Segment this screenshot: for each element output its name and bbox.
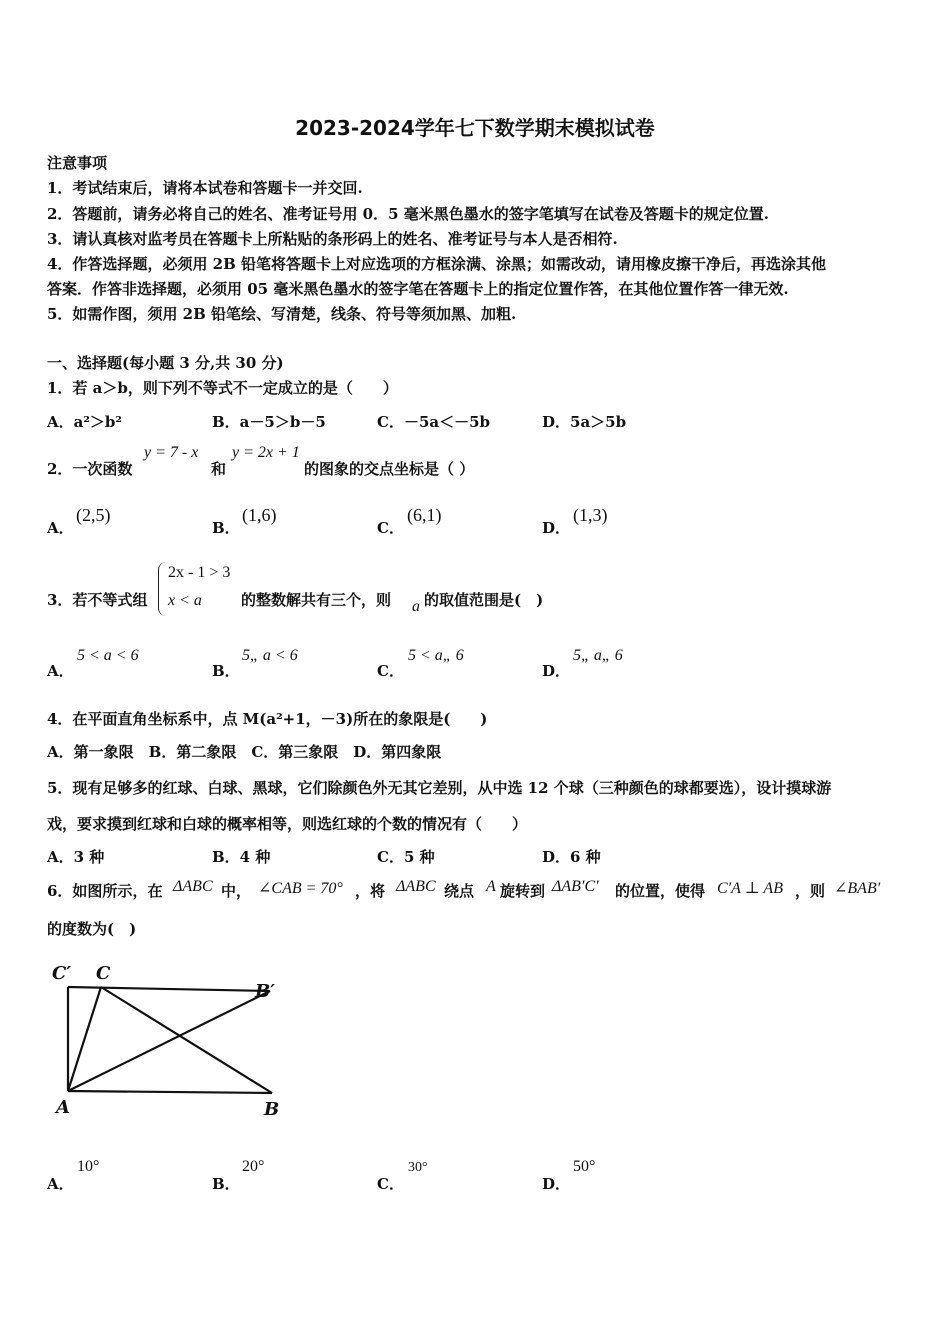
q6-option-d-value: 50°: [573, 1158, 596, 1175]
q3-stem-pre: 3．若不等式组: [47, 591, 148, 609]
segment-a-b-prime: [68, 991, 270, 1091]
section-heading: 一、选择题(每小题 3 分,共 30 分): [47, 354, 284, 372]
notes-heading: 注意事项: [47, 154, 108, 172]
q6-text-2: 中，: [221, 882, 252, 900]
label-a: A: [56, 1097, 70, 1118]
q6-text-5: 旋转到: [500, 882, 546, 900]
q6-math-5: ΔAB′C′: [552, 878, 599, 895]
q2-stem-pre: 2．一次函数: [47, 460, 133, 478]
label-b-prime: B′: [255, 981, 275, 1002]
q2-expr-2: y = 2x + 1: [232, 444, 300, 461]
note-item: 1．考试结束后，请将本试卷和答题卡一并交回.: [47, 179, 363, 197]
q6-math-4: A: [486, 878, 496, 895]
note-item: 答案．作答非选择题，必须用 05 毫米黑色墨水的签字笔在答题卡上的指定位置作答，在其他位置作答一律无效.: [47, 280, 789, 298]
q3-inequality-2: x < a: [168, 592, 202, 609]
q6-option-c-value: 30°: [408, 1160, 428, 1175]
label-b: B: [264, 1099, 280, 1120]
triangle-rotation-figure: [40, 955, 300, 1125]
q6-option-a-value: 10°: [77, 1158, 100, 1175]
note-item: 5．如需作图，须用 2B 铅笔绘、写清楚，线条、符号等须加黑、加粗.: [47, 305, 517, 323]
q3-option-b-label: B．: [212, 662, 240, 680]
note-item: 2．答题前，请务必将自己的姓名、准考证号用 0．5 毫米黑色墨水的签字笔填写在试卷及答题卡的规定位置.: [47, 205, 769, 223]
segment-a-c: [68, 987, 101, 1091]
q2-option-c-label: C．: [377, 519, 404, 537]
q6-text-line2: 的度数为( ): [47, 920, 137, 938]
page-title: 2023-2024学年七下数学期末模拟试卷: [295, 116, 655, 140]
q2-option-a-label: A．: [47, 519, 74, 537]
q3-option-c-value: 5 < a„ 6: [408, 647, 464, 664]
q6-math-6: C′A ⊥ AB: [717, 880, 783, 897]
q3-option-b-value: 5„ a < 6: [242, 647, 298, 664]
q1-option-b: B．a－5＞b－5: [212, 413, 326, 431]
q2-option-d-label: D．: [542, 519, 571, 537]
q2-stem-post: 的图象的交点坐标是（ ）: [304, 460, 475, 478]
q3-variable: a: [412, 598, 420, 615]
q2-stem-mid: 和: [211, 460, 227, 478]
q1-option-c: C．－5a＜－5b: [377, 413, 491, 431]
label-c: C: [96, 963, 111, 984]
q6-math-1: ΔABC: [173, 878, 213, 895]
q2-option-d-value: (1,3): [573, 505, 608, 525]
q6-math-2: ∠CAB = 70°: [258, 880, 343, 897]
q3-stem-post: 的取值范围是( ): [424, 591, 544, 609]
q2-option-b-value: (1,6): [242, 505, 277, 525]
q5-option-d: D．6 种: [542, 848, 601, 866]
q3-option-a-label: A．: [47, 662, 74, 680]
q5-stem-line2: 戏，要求摸到红球和白球的概率相等，则选红球的个数的情况有（ ）: [47, 815, 528, 833]
q3-inequality-1: 2x - 1 > 3: [168, 564, 231, 581]
q6-option-a-label: A．: [47, 1175, 74, 1193]
q2-option-c-value: (6,1): [407, 505, 442, 525]
q6-text-1: 6．如图所示，在: [47, 882, 163, 900]
q3-option-d-label: D．: [542, 662, 571, 680]
segment-a-b: [68, 1091, 272, 1093]
note-item: 4．作答选择题，必须用 2B 铅笔将答题卡上对应选项的方框涂满、涂黑；如需改动，请用橡皮擦干净后，再选涂其他: [47, 255, 827, 273]
q5-option-a: A．3 种: [47, 848, 105, 866]
q1-stem: 1．若 a＞b，则下列不等式不一定成立的是（ ）: [47, 379, 398, 397]
q2-expr-1: y = 7 - x: [144, 444, 199, 461]
q3-option-d-value: 5„ a„ 6: [573, 647, 623, 664]
q6-option-c-label: C．: [377, 1175, 404, 1193]
q4-options: A．第一象限 B．第二象限 C．第三象限 D．第四象限: [47, 743, 442, 761]
q6-text-6: 的位置，使得: [615, 882, 706, 900]
q6-math-7: ∠BAB′: [834, 880, 881, 897]
q3-option-c-label: C．: [377, 662, 404, 680]
q5-option-b: B．4 种: [212, 848, 271, 866]
q6-math-3: ΔABC: [396, 878, 436, 895]
q6-option-b-label: B．: [212, 1175, 240, 1193]
q6-option-d-label: D．: [542, 1175, 571, 1193]
q3-stem-mid: 的整数解共有三个，则: [241, 591, 392, 609]
q6-text-4: 绕点: [444, 882, 475, 900]
label-c-prime: C′: [52, 963, 72, 984]
q4-stem: 4．在平面直角坐标系中，点 M(a²+1，－3)所在的象限是( ): [47, 710, 488, 728]
q5-option-c: C．5 种: [377, 848, 435, 866]
q6-text-3: ，将: [355, 882, 386, 900]
q3-option-a-value: 5 < a < 6: [77, 647, 139, 664]
brace-icon: [158, 562, 167, 616]
q6-text-7: ，则: [795, 882, 826, 900]
q5-stem-line1: 5．现有足够多的红球、白球、黑球，它们除颜色外无其它差别，从中选 12 个球（三种颜色的球都要选），设计摸球游: [47, 779, 832, 797]
q1-option-d: D．5a＞5b: [542, 413, 627, 431]
segment-c-prime-b-prime: [68, 987, 270, 991]
q2-option-b-label: B．: [212, 519, 240, 537]
note-item: 3．请认真核对监考员在答题卡上所粘贴的条形码上的姓名、准考证号与本人是否相符.: [47, 230, 618, 248]
q1-option-a: A．a²＞b²: [47, 413, 122, 431]
q6-option-b-value: 20°: [242, 1158, 265, 1175]
q2-option-a-value: (2,5): [76, 505, 111, 525]
